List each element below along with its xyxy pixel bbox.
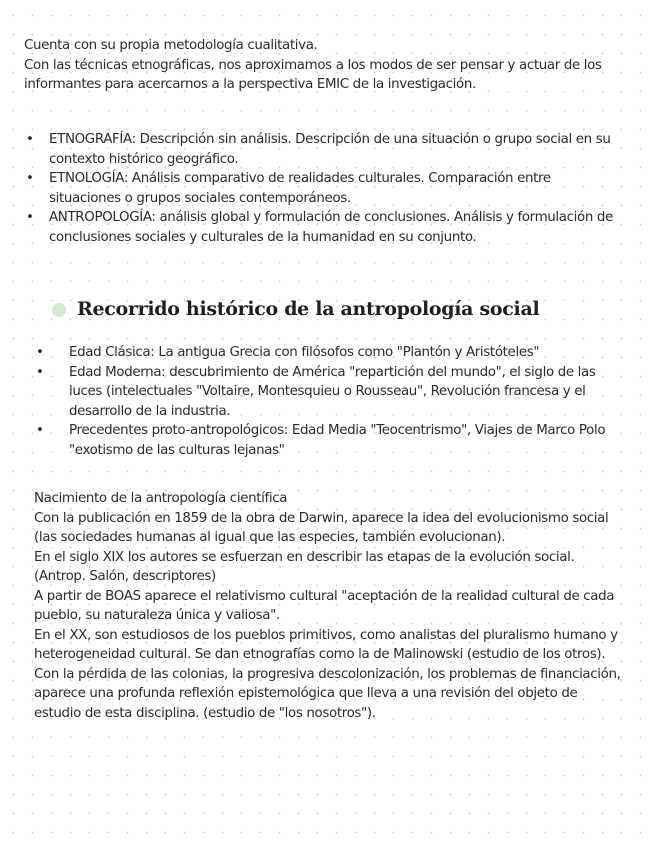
- section-title: Recorrido histórico de la antropología social: [77, 298, 540, 320]
- paragraph-siglo-xix: En el siglo XIX los autores se esfuerzan en describir las etapas de la evolución social. (Antrop. Salón, descriptores): [34, 549, 575, 584]
- intro-paragraph: [24, 36, 622, 95]
- heading-dot-icon: [52, 303, 66, 317]
- bullet-icon: •: [36, 364, 44, 380]
- history-list: [34, 343, 624, 460]
- list-item-text: ANTROPOLOGÍA: análisis global y formulación de conclusiones. Análisis y formulación de conclusiones sociales y culturales de la humanidad en su conjunto.: [49, 210, 613, 245]
- intro-line-techniques: Con las técnicas etnográficas, nos aproximamos a los modos de ser pensar y actuar de los informantes para acercarnos a la perspectiva EMIC de la investigación.: [24, 57, 602, 92]
- section-heading: [52, 298, 539, 320]
- list-item-precedentes: [34, 421, 624, 460]
- paragraph-descolonizacion: Con la pérdida de las colonias, la progresiva descolonización, los problemas de financiación, aparece una profunda reflexión epistemológica que lleva a una revisión del objeto de estudio de esta disciplina. (estudio de "los nosotros").: [34, 666, 621, 721]
- paragraph-boas: A partir de BOAS aparece el relativismo cultural "aceptación de la realidad cultural de cada pueblo, su naturaleza única y valiosa".: [34, 588, 615, 623]
- list-item-text: ETNOGRAFÍA: Descripción sin análisis. Descripción de una situación o grupo social en su contexto histórico geográfico.: [49, 132, 611, 167]
- bullet-icon: •: [26, 132, 34, 147]
- paragraph-darwin: Con la publicación en 1859 de la obra de Darwin, aparece la idea del evolucionismo social (las sociedades humanas al igual que las especies, también evolucionan).: [34, 510, 609, 545]
- list-item-etnografia: [24, 130, 624, 169]
- list-item-text: Precedentes proto-antropológicos: Edad Media "Teocentrismo", Viajes de Marco Polo "exotismo de las culturas lejanas": [69, 423, 606, 458]
- bullet-icon: •: [36, 345, 44, 360]
- list-item-edad-moderna: [34, 363, 624, 422]
- bullet-icon: •: [26, 210, 34, 225]
- list-item-text: Edad Clásica: La antigua Grecia con filósofos como "Plantón y Aristóteles": [69, 345, 540, 360]
- bullet-icon: •: [36, 423, 44, 438]
- subheading-nacimiento: Nacimiento de la antropología científica: [34, 491, 288, 506]
- list-item-antropologia: [24, 208, 624, 247]
- bullet-icon: •: [26, 171, 34, 186]
- list-item-text: ETNOLOGÍA: Análisis comparativo de realidades culturales. Comparación entre situaciones o grupos sociales contemporáneos.: [49, 171, 551, 206]
- disciplines-list: [24, 130, 624, 247]
- list-item-edad-clasica: [34, 343, 624, 363]
- list-item-text: Edad Moderna: descubrimiento de América "repartición del mundo", el siglo de las luces (intelectuales "Voltaire, Montesquieu o Rousseau", Revolución francesa y el desarrollo de la industria.: [69, 364, 596, 419]
- intro-line-methodology: Cuenta con su propia metodología cualitativa.: [24, 38, 318, 53]
- list-item-etnologia: [24, 169, 624, 208]
- scientific-birth-section: [34, 489, 624, 723]
- paragraph-siglo-xx: En el XX, son estudiosos de los pueblos primitivos, como analistas del pluralismo humano y heterogeneidad cultural. Se dan etnografías como la de Malinowski (estudio de los otros).: [34, 627, 618, 662]
